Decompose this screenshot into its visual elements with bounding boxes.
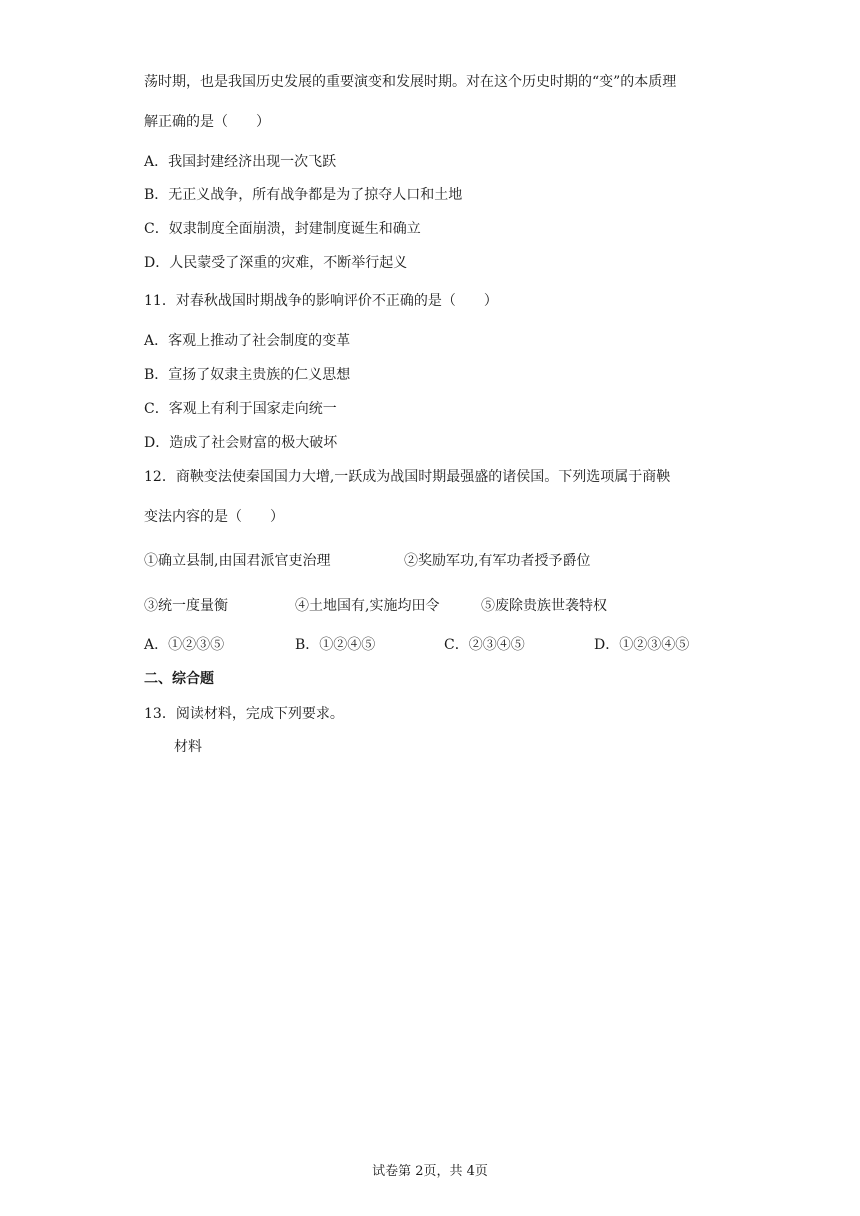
q11-option-b: B．宣扬了奴隶主贵族的仁义思想 [144, 367, 351, 383]
q10-stem-line2: 解正确的是（ ） [144, 114, 270, 130]
q12-item-2: ②奖励军功,有军功者授予爵位 [404, 553, 591, 569]
q13-stem: 13．阅读材料，完成下列要求。 [144, 706, 344, 722]
q12-choice-d: D．①②③④⑤ [594, 637, 690, 653]
q12-choice-a: A．①②③⑤ [144, 637, 225, 653]
q11-option-a: A．客观上推动了社会制度的变革 [144, 333, 351, 349]
q11-stem: 11．对春秋战国时期战争的影响评价不正确的是（ ） [144, 293, 498, 309]
q12-item-5: ⑤废除贵族世袭特权 [481, 598, 607, 614]
page-footer: 试卷第 2页，共 4页 [372, 1164, 488, 1179]
q10-option-a: A．我国封建经济出现一次飞跃 [144, 154, 337, 170]
section-title: 二、综合题 [144, 671, 214, 687]
q12-choice-c: C．②③④⑤ [444, 637, 525, 653]
q11-option-c: C．客观上有利于国家走向统一 [144, 401, 337, 417]
q12-choice-b: B．①②④⑤ [295, 637, 376, 653]
q12-item-3: ③统一度量衡 [144, 598, 228, 614]
q10-option-b: B．无正义战争，所有战争都是为了掠夺人口和土地 [144, 187, 463, 203]
q11-option-d: D．造成了社会财富的极大破坏 [144, 435, 338, 451]
q10-stem-line1: 荡时期，也是我国历史发展的重要演变和发展时期。对在这个历史时期的“变”的本质理 [144, 74, 677, 90]
q12-item-4: ④土地国有,实施均田令 [295, 598, 440, 614]
q12-stem-line1: 12．商鞅变法使秦国国力大增,一跃成为战国时期最强盛的诸侯国。下列选项属于商鞅 [144, 469, 671, 485]
q12-item-1: ①确立县制,由国君派官吏治理 [144, 553, 331, 569]
q10-option-d: D．人民蒙受了深重的灾难，不断举行起义 [144, 255, 408, 271]
q13-material-label: 材料 [174, 739, 202, 755]
q10-option-c: C．奴隶制度全面崩溃，封建制度诞生和确立 [144, 221, 421, 237]
q12-stem-line2: 变法内容的是（ ） [144, 509, 284, 525]
